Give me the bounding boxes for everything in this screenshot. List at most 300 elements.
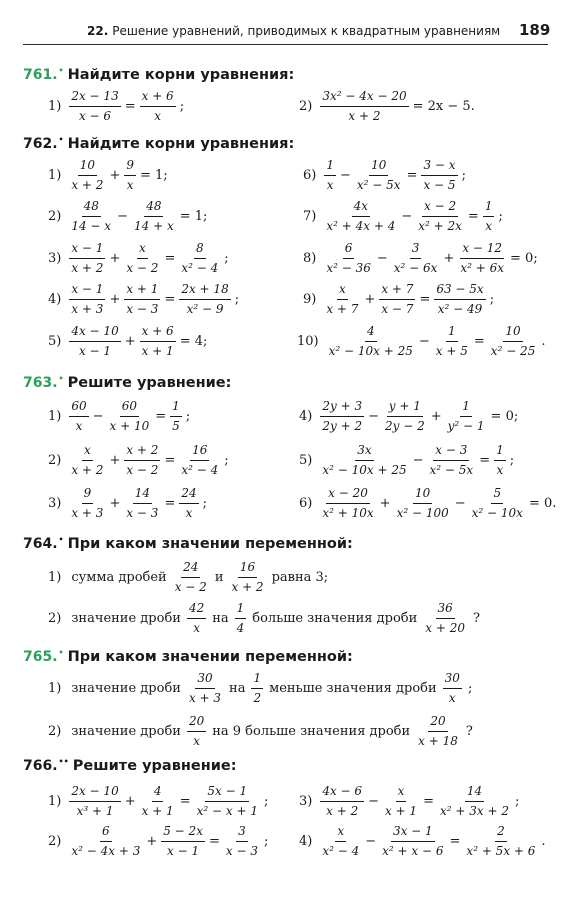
fraction [187,601,206,636]
equation-762-3 [48,238,231,278]
fraction [179,282,230,317]
denominator: x² − 5x [429,462,474,477]
numerator: 5 − 2x [161,824,205,842]
denominator: x² + x − 6 [382,843,444,858]
operator: = [449,833,461,849]
operator: = [406,167,418,183]
operator: = [419,291,431,307]
numerator: 1 [170,399,182,417]
operator: + [109,291,121,307]
equation-763-2 [48,440,231,480]
operator: . [541,833,546,849]
fraction [320,399,364,434]
operator: = 0; [510,250,538,266]
text-fragment: ? [465,723,473,739]
denominator: x² − 4 [181,260,219,275]
denominator: x + 1 [141,343,174,358]
operator: = [164,250,176,266]
equation-766-3 [299,781,521,821]
fraction [327,324,415,359]
numerator: 60 [120,399,139,417]
equation-762-6 [303,155,468,195]
operator: = 0; [490,408,519,424]
fraction [446,399,487,434]
item-number: 1) [48,167,62,183]
denominator: x + 2 [71,462,104,477]
fraction [108,399,152,434]
text-fragment: меньше значения дроби [269,680,437,696]
problem-title [23,135,294,152]
denominator: 2y − 2 [384,418,425,433]
numerator: x − 1 [69,241,105,259]
equation-765-1 [48,668,476,708]
item-number: 10) [297,333,319,349]
denominator: x² − 100 [396,505,449,520]
fraction [69,158,105,193]
equation-766-2 [48,821,270,861]
denominator: x² − 25 [490,343,536,358]
denominator: x² + 6x [460,260,505,275]
numerator: 48 [144,199,163,217]
operator: + [109,495,121,511]
fraction [355,158,403,193]
numerator: 9 [82,486,94,504]
numerator: 42 [187,601,206,619]
problem-instruction: Найдите корни уравнения: [67,67,295,83]
fraction [320,784,364,819]
numerator: 2x + 18 [179,282,230,300]
equation-763-6 [299,483,558,523]
text-fragment: и [214,569,224,585]
denominator: x + 1 [141,803,174,818]
numerator: 1 [251,671,263,689]
denominator: x + 10 [109,418,150,433]
operator: = [208,833,220,849]
equation-765-2 [48,711,477,751]
numerator: 24 [181,560,200,578]
operator: − [368,408,379,424]
fraction [173,560,209,595]
denominator: 4 [236,620,245,635]
denominator: x + 3 [188,690,222,705]
problem-title [23,66,294,83]
fraction: $\frac{\text{3x² − 4x − 20}}{x + 2}$ [322,88,407,123]
fraction [140,324,176,359]
numerator: 4 [152,784,164,802]
numerator: x − 3 [433,443,469,461]
numerator: 1 [324,158,336,176]
fraction: $\frac{x + 6}{x}$ [141,88,174,123]
fraction [458,241,506,276]
denominator: x² + 3x + 2 [439,803,509,818]
operator: + [146,833,158,849]
numerator: 10 [369,158,388,176]
fraction [464,824,537,859]
denominator: x − 3 [126,301,159,316]
numerator: 60 [69,399,88,417]
denominator: y² − 1 [447,418,485,433]
numerator: 36 [436,601,455,619]
denominator: x² + 5x + 6 [466,843,536,858]
fraction [124,282,160,317]
denominator: x + 2 [71,260,104,275]
page-number: 189 [519,21,551,39]
denominator: x + 1 [384,803,418,818]
operator: ; [185,408,191,424]
numerator: y + 1 [387,399,423,417]
operator: ; [234,291,240,307]
denominator: 2y + 2 [322,418,363,433]
numerator: x [396,784,407,802]
denominator: x [496,462,504,477]
fraction: $\frac{2x - 13}{x - 6}$ [71,88,119,123]
operator: − [339,167,351,183]
denominator: x [185,505,193,520]
denominator: x³ + 1 [76,803,114,818]
equation-766-4 [299,821,548,861]
equation-763-3 [48,483,209,523]
denominator: x² + 4x + 4 [326,218,396,233]
operator: + [379,495,391,511]
item-number: 4) [299,408,313,424]
numerator: 48 [82,199,101,217]
fraction [434,324,470,359]
denominator: 14 − x [71,218,112,233]
numerator: x − 12 [460,241,504,259]
denominator: x² + 10x [322,505,374,520]
operator: . [541,333,546,349]
problem-number: 764.• [23,535,64,552]
denominator: x² + 2x [418,218,462,233]
numerator: 2 [495,824,507,842]
fraction [195,784,260,819]
denominator: x + 3 [71,505,104,520]
denominator: x [193,733,200,748]
denominator: x + 18 [418,733,458,748]
denominator: x² − 10x [471,505,523,520]
operator: + [430,408,442,424]
problem-title [23,648,353,665]
numerator: 1 [483,199,495,217]
numerator: 63 − 5x [434,282,485,300]
item-number: 3) [48,250,62,266]
operator: − [412,452,424,468]
denominator: x [193,620,200,635]
equation-762-5 [48,321,209,361]
fraction [161,824,205,859]
denominator: x² − 5x [356,177,401,192]
numerator: 1 [494,443,506,461]
numerator: 1 [235,601,247,619]
numerator: 5 [491,486,503,504]
fraction [421,158,457,193]
denominator: x + 2 [231,579,264,594]
denominator: x − 1 [167,843,200,858]
equation-763-4 [299,396,520,436]
fraction [380,824,445,859]
denominator: x² − 36 [326,260,371,275]
fraction [69,282,105,317]
denominator: 5 [172,418,180,433]
denominator: x − 2 [126,260,159,275]
numerator: 16 [238,560,257,578]
operator: ; [509,452,515,468]
operator: = [467,208,479,224]
fraction [235,601,247,636]
problem-title [23,374,231,391]
operator: ; [263,833,269,849]
item-number: 5) [48,333,62,349]
operator: ; [461,167,466,183]
equation-762-1 [48,155,170,195]
problem-number: 762.• [23,135,64,152]
text-fragment: ; [467,680,473,696]
problem-number: 766.•• [23,757,69,774]
operator: ; [263,793,269,809]
fraction [483,199,495,234]
operator: = [179,793,191,809]
denominator: x − 7 [381,301,414,316]
header-rule [23,44,548,45]
denominator: x − 1 [78,343,112,358]
equation-766-1 [48,781,270,821]
equation-763-5 [299,440,516,480]
operator: = 1; [139,167,168,183]
item-number: 3) [48,495,62,511]
denominator: x − 5 [423,177,456,192]
numerator: 1 [460,399,472,417]
denominator: x [75,418,83,433]
fraction [324,282,360,317]
fraction [438,784,511,819]
numerator: 8 [194,241,206,259]
numerator: 4x − 6 [320,784,364,802]
numerator: x − 2 [422,199,458,217]
fraction [224,824,260,859]
operator: ; [224,452,229,468]
numerator: x + 1 [124,282,160,300]
denominator: x² − 10x + 25 [328,343,413,358]
item-number: 7) [303,208,317,224]
item-number: 2) [48,833,62,849]
problem-instruction: При каком значении переменной: [67,649,353,665]
item-number: 4) [299,833,313,849]
denominator: x + 3 [71,301,104,316]
fraction [383,399,427,434]
operator: − [365,833,377,849]
operator: ; [514,793,520,809]
operator: − [376,250,388,266]
operator: + [109,167,121,183]
item-number: 6) [299,495,313,511]
numerator: 3x − 1 [391,824,435,842]
fraction [416,714,460,749]
numerator: 10 [503,324,522,342]
numerator: 3x [355,443,373,461]
item-number: 4) [48,291,62,307]
fraction [69,824,142,859]
denominator: x [326,177,334,192]
fraction [187,714,206,749]
numerator: x + 6 [140,324,176,342]
operator: ; [498,208,503,224]
denominator: x² − 4 [181,462,219,477]
operator: = [423,793,434,809]
numerator: 14 [465,784,484,802]
fraction [140,784,176,819]
fraction [69,784,120,819]
fraction [320,443,408,478]
text-fragment: на [212,610,229,626]
item-number: 8) [303,250,317,266]
operator: ; [202,495,208,511]
fraction [124,241,160,276]
fraction [320,486,375,521]
problem-title [23,757,237,774]
fraction [69,486,105,521]
numerator: 10 [78,158,97,176]
fraction [324,199,397,234]
operator: − [368,793,379,809]
text-fragment: сумма дробей [71,569,167,585]
denominator: x [126,177,134,192]
numerator: 1 [446,324,458,342]
denominator: x − 2 [174,579,207,594]
equation-761-2: 2) $\frac{\text{3x² − 4x − 20}}{x + 2}$ = 2x − 5. [299,88,475,123]
fraction [251,671,263,706]
fraction [69,241,105,276]
text-fragment: ? [473,610,481,626]
denominator: x + 20 [425,620,466,635]
numerator: x + 7 [379,282,415,300]
numerator: 6 [343,241,355,259]
operator: = [164,495,176,511]
item-number: 1) [48,793,62,809]
denominator: x + 2 [326,803,359,818]
denominator: x − 2 [126,462,159,477]
operator: − [401,208,413,224]
numerator: 10 [413,486,432,504]
text-fragment: значение дроби [71,723,181,739]
equation-762-9 [303,279,496,319]
operator: ; [224,250,229,266]
problem-number: 763.• [23,374,64,391]
text-fragment: на [229,680,246,696]
item-number: 6) [303,167,317,183]
operator: + [364,291,376,307]
numerator: 4x − 10 [69,324,120,342]
operator: = [473,333,485,349]
fraction [434,282,485,317]
fraction [170,399,182,434]
numerator: 2y + 3 [320,399,364,417]
problem-title [23,535,353,552]
item-number: 1) [48,408,62,424]
equation-764-1 [48,557,332,597]
denominator: x² − x + 1 [196,803,258,818]
denominator: x² − 9 [186,301,224,316]
denominator: x + 7 [326,301,359,316]
item-number: 1) [48,680,62,696]
numerator: 4 [365,324,377,342]
fraction [124,486,160,521]
fraction [324,241,373,276]
text-fragment: больше значения дроби [252,610,418,626]
operator: = 1; [179,208,208,224]
fraction [428,443,476,478]
fraction [383,784,419,819]
denominator: x − 3 [225,843,258,858]
numerator: 30 [443,671,462,689]
item-number: 9) [303,291,317,307]
chapter-title [87,24,500,38]
fraction [416,199,464,234]
fraction [494,443,506,478]
operator: ; [489,291,495,307]
numerator: 5x − 1 [205,784,249,802]
denominator: x + 5 [435,343,468,358]
denominator: x − 3 [126,505,159,520]
numerator: x [137,241,148,259]
operator: + [124,793,136,809]
equation-762-8 [303,238,540,278]
equation-763-1 [48,396,192,436]
denominator: x² − 49 [437,301,483,316]
fraction [69,443,105,478]
operator: = [479,452,491,468]
equation-762-4 [48,279,241,319]
item-number: 2) [48,452,62,468]
text-fragment: на 9 больше значения дроби [212,723,411,739]
denominator: 14 + x [133,218,174,233]
fraction [69,399,88,434]
equation-762-10 [297,321,547,361]
denominator: x + 2 [71,177,104,192]
equation-762-2 [48,196,209,236]
operator: − [418,333,430,349]
section-title: Решение уравнений, приводимых к квадратным уравнениям [112,24,501,38]
operator: + [124,333,136,349]
operator: + [443,250,455,266]
operator: = [155,408,167,424]
numerator: 9 [124,158,136,176]
fraction [124,158,136,193]
text-fragment: значение дроби [71,610,181,626]
fraction [132,199,176,234]
numerator: 3 [236,824,248,842]
numerator: x [82,443,93,461]
fraction [470,486,525,521]
numerator: x − 1 [69,282,105,300]
numerator: 30 [195,671,214,689]
problem-instruction: Решите уравнение: [72,758,237,774]
operator: = [164,452,176,468]
numerator: x [337,282,348,300]
fraction [423,601,467,636]
denominator: x² − 4 [322,843,360,858]
item-number: 1) [48,569,62,585]
denominator: 2 [253,690,262,705]
numerator: 6 [100,824,112,842]
section-number: 22. [87,24,109,38]
fraction [443,671,462,706]
operator: − [117,208,128,224]
equation-762-7 [303,196,505,236]
fraction [229,560,265,595]
problem-number: 765.• [23,648,64,665]
item-number: 2) [48,723,62,739]
operator: − [92,408,104,424]
